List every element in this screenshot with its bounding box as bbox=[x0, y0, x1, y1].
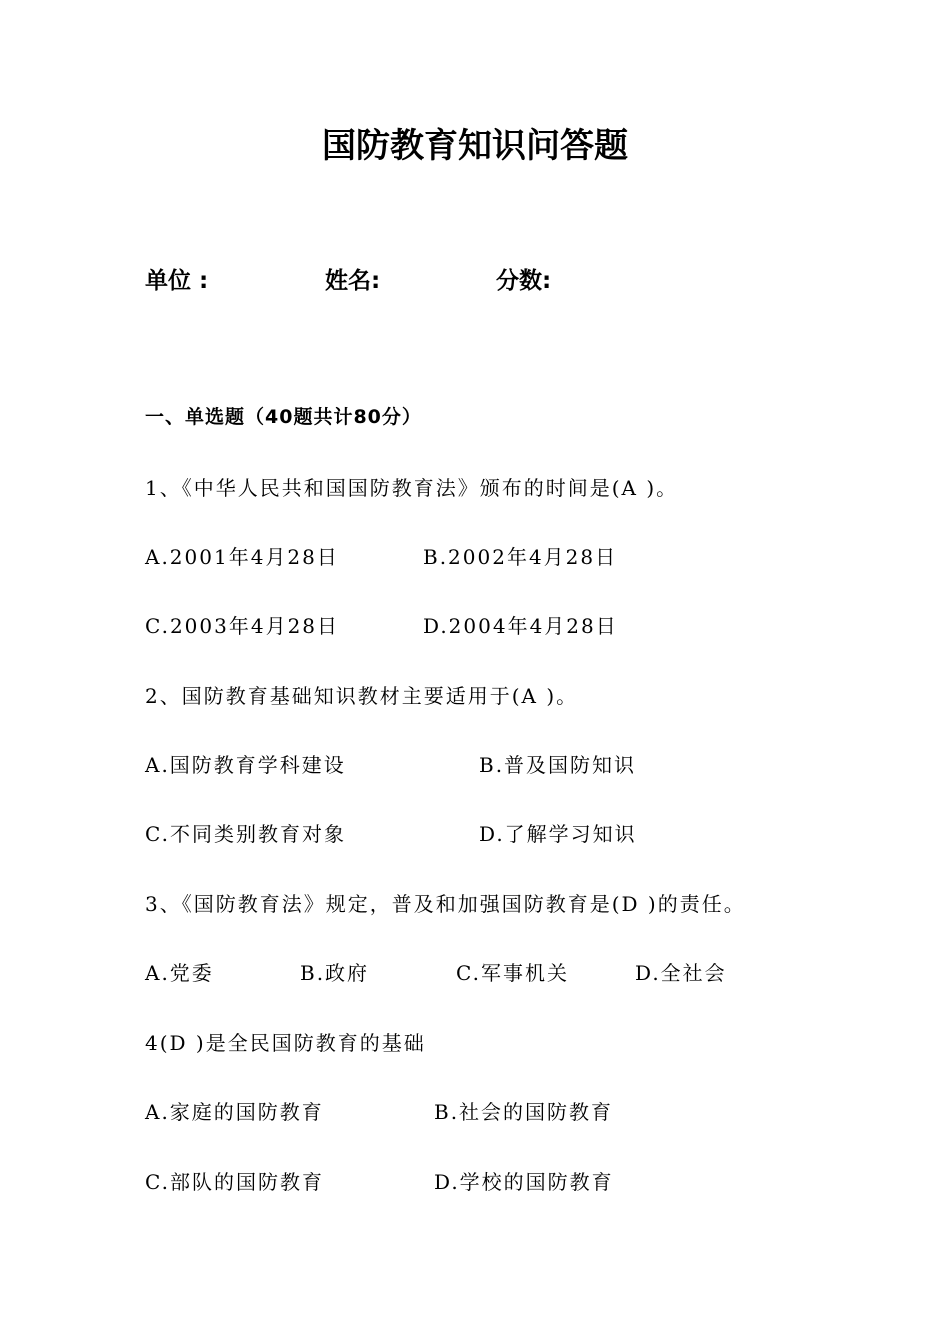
unit-field-label: 单位 : bbox=[145, 268, 209, 294]
question-1-text: 1、《中华人民共和国国防教育法》颁布的时间是(A )。 bbox=[145, 476, 679, 500]
question-3-option-d: D.全社会 bbox=[635, 961, 727, 985]
question-4-option-b: B.社会的国防教育 bbox=[434, 1100, 614, 1124]
section-heading: 一、单选题（40题共计80分） bbox=[145, 406, 422, 428]
question-3-text: 3、《国防教育法》规定，普及和加强国防教育是(D )的责任。 bbox=[145, 892, 746, 916]
question-4-option-c: C.部队的国防教育 bbox=[145, 1170, 324, 1194]
question-2-text: 2、国防教育基础知识教材主要适用于(A )。 bbox=[145, 684, 579, 708]
question-2-option-b: B.普及国防知识 bbox=[479, 753, 637, 777]
question-1-option-d: D.2004年4月28日 bbox=[423, 614, 618, 638]
question-4-option-a: A.家庭的国防教育 bbox=[145, 1100, 324, 1124]
question-4-text: 4(D )是全民国防教育的基础 bbox=[145, 1031, 426, 1055]
question-2-option-a: A.国防教育学科建设 bbox=[145, 753, 346, 777]
document-title: 国防教育知识问答题 bbox=[322, 126, 628, 166]
question-3-option-c: C.军事机关 bbox=[456, 961, 569, 985]
question-3-option-b: B.政府 bbox=[300, 961, 370, 985]
question-1-option-b: B.2002年4月28日 bbox=[423, 545, 618, 569]
question-3-option-a: A.党委 bbox=[145, 961, 214, 985]
question-4-option-d: D.学校的国防教育 bbox=[434, 1170, 614, 1194]
question-1-option-c: C.2003年4月28日 bbox=[145, 614, 340, 638]
question-2-option-c: C.不同类别教育对象 bbox=[145, 822, 346, 846]
question-2-option-d: D.了解学习知识 bbox=[479, 822, 637, 846]
score-field-label: 分数: bbox=[496, 268, 552, 294]
name-field-label: 姓名: bbox=[325, 268, 381, 294]
question-1-option-a: A.2001年4月28日 bbox=[145, 545, 339, 569]
